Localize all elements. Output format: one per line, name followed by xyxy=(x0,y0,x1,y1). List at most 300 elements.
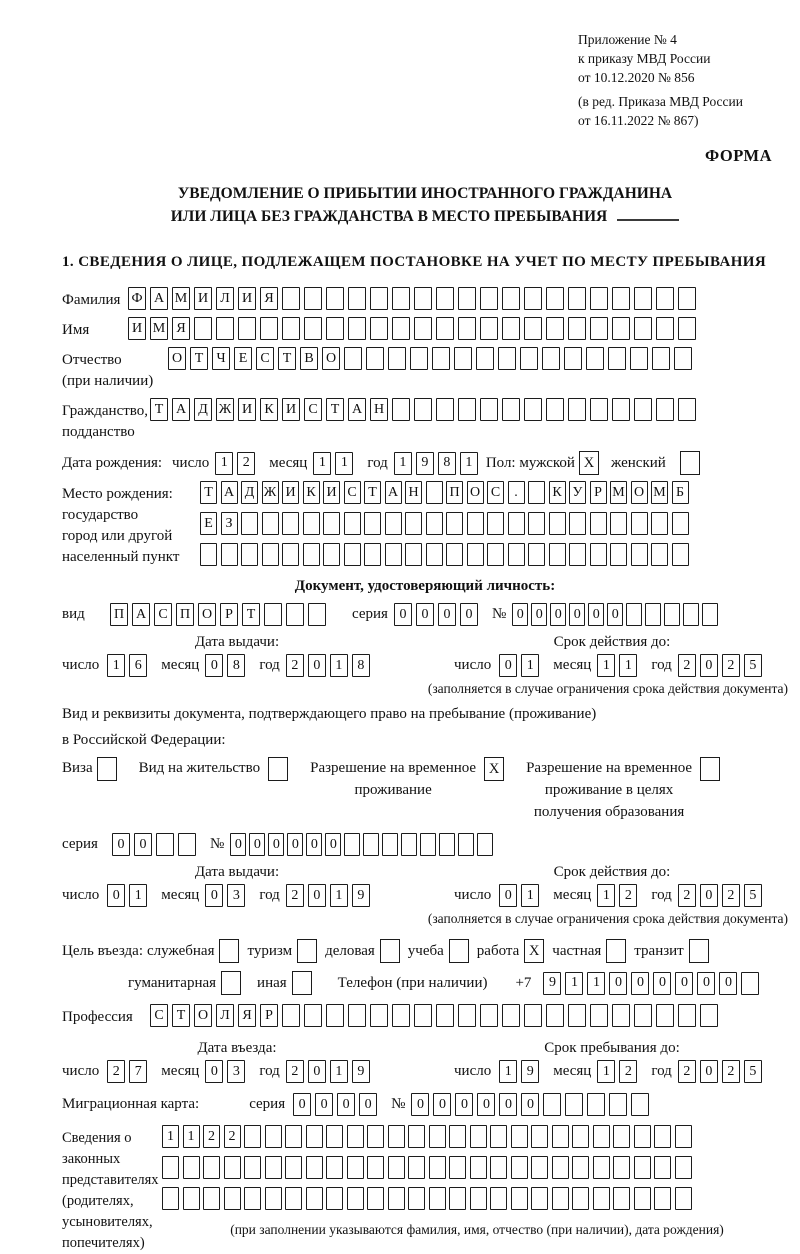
char-cell[interactable] xyxy=(508,543,525,566)
temp-residence-checkbox[interactable]: X xyxy=(484,757,504,781)
char-cell[interactable]: 1 xyxy=(521,884,539,907)
char-cell[interactable] xyxy=(446,512,463,535)
char-cell[interactable]: О xyxy=(198,603,216,626)
char-cell[interactable] xyxy=(414,1004,432,1027)
char-cell[interactable] xyxy=(200,543,217,566)
char-cell[interactable] xyxy=(392,287,410,310)
char-cell[interactable] xyxy=(282,512,299,535)
char-cell[interactable] xyxy=(654,1187,671,1210)
char-cell[interactable]: 0 xyxy=(308,884,326,907)
char-cell[interactable] xyxy=(511,1187,528,1210)
char-cell[interactable] xyxy=(531,1187,548,1210)
char-cell[interactable] xyxy=(546,1004,564,1027)
char-cell[interactable]: М xyxy=(651,481,668,504)
char-cell[interactable] xyxy=(498,347,516,370)
char-cell[interactable] xyxy=(370,317,388,340)
char-cell[interactable]: 0 xyxy=(499,884,517,907)
char-cell[interactable]: 7 xyxy=(129,1060,147,1083)
char-cell[interactable]: А xyxy=(385,481,402,504)
char-cell[interactable]: 2 xyxy=(237,452,255,475)
char-cell[interactable]: С xyxy=(150,1004,168,1027)
char-cell[interactable]: 1 xyxy=(460,452,478,475)
char-cell[interactable] xyxy=(285,1156,302,1179)
char-cell[interactable]: Б xyxy=(672,481,689,504)
char-cell[interactable] xyxy=(626,603,642,626)
char-cell[interactable]: 1 xyxy=(162,1125,179,1148)
char-cell[interactable]: 1 xyxy=(597,654,615,677)
char-cell[interactable]: 0 xyxy=(293,1093,311,1116)
char-cell[interactable] xyxy=(572,1187,589,1210)
char-cell[interactable]: Р xyxy=(590,481,607,504)
char-cell[interactable] xyxy=(675,1156,692,1179)
char-cell[interactable]: 9 xyxy=(352,884,370,907)
purpose-transit-checkbox[interactable] xyxy=(689,939,709,963)
char-cell[interactable]: 0 xyxy=(675,972,693,995)
char-cell[interactable]: 9 xyxy=(416,452,434,475)
char-cell[interactable]: И xyxy=(194,287,212,310)
char-cell[interactable] xyxy=(216,317,234,340)
char-cell[interactable] xyxy=(672,512,689,535)
char-cell[interactable] xyxy=(524,1004,542,1027)
char-cell[interactable]: 0 xyxy=(249,833,265,856)
char-cell[interactable] xyxy=(429,1156,446,1179)
char-cell[interactable] xyxy=(326,1187,343,1210)
char-cell[interactable]: 2 xyxy=(722,654,740,677)
char-cell[interactable] xyxy=(569,512,586,535)
char-cell[interactable] xyxy=(306,1156,323,1179)
char-cell[interactable] xyxy=(564,347,582,370)
char-cell[interactable]: 3 xyxy=(227,884,245,907)
char-cell[interactable] xyxy=(282,1004,300,1027)
char-cell[interactable] xyxy=(308,603,326,626)
char-cell[interactable] xyxy=(326,1125,343,1148)
char-cell[interactable] xyxy=(323,512,340,535)
char-cell[interactable]: 0 xyxy=(477,1093,495,1116)
char-cell[interactable] xyxy=(568,398,586,421)
char-cell[interactable]: 1 xyxy=(597,884,615,907)
char-cell[interactable] xyxy=(405,543,422,566)
char-cell[interactable]: 2 xyxy=(286,1060,304,1083)
char-cell[interactable]: О xyxy=(631,481,648,504)
char-cell[interactable]: А xyxy=(172,398,190,421)
char-cell[interactable] xyxy=(568,1004,586,1027)
char-cell[interactable] xyxy=(546,287,564,310)
char-cell[interactable]: П xyxy=(110,603,128,626)
char-cell[interactable]: К xyxy=(549,481,566,504)
char-cell[interactable]: 0 xyxy=(308,654,326,677)
char-cell[interactable]: Т xyxy=(190,347,208,370)
char-cell[interactable] xyxy=(631,512,648,535)
char-cell[interactable] xyxy=(569,543,586,566)
char-cell[interactable]: 0 xyxy=(697,972,715,995)
char-cell[interactable]: 2 xyxy=(224,1125,241,1148)
char-cell[interactable] xyxy=(347,1156,364,1179)
char-cell[interactable]: 0 xyxy=(287,833,303,856)
char-cell[interactable] xyxy=(265,1156,282,1179)
char-cell[interactable]: М xyxy=(150,317,168,340)
char-cell[interactable] xyxy=(651,512,668,535)
char-cell[interactable] xyxy=(426,543,443,566)
char-cell[interactable] xyxy=(304,1004,322,1027)
char-cell[interactable] xyxy=(344,543,361,566)
char-cell[interactable]: С xyxy=(487,481,504,504)
char-cell[interactable] xyxy=(675,1125,692,1148)
char-cell[interactable]: 8 xyxy=(352,654,370,677)
char-cell[interactable] xyxy=(470,1156,487,1179)
char-cell[interactable] xyxy=(634,1156,651,1179)
char-cell[interactable] xyxy=(490,1187,507,1210)
char-cell[interactable]: В xyxy=(300,347,318,370)
char-cell[interactable] xyxy=(454,347,472,370)
char-cell[interactable]: 8 xyxy=(438,452,456,475)
char-cell[interactable]: 0 xyxy=(315,1093,333,1116)
char-cell[interactable] xyxy=(449,1125,466,1148)
char-cell[interactable]: 2 xyxy=(203,1125,220,1148)
char-cell[interactable]: 0 xyxy=(700,654,718,677)
char-cell[interactable] xyxy=(593,1125,610,1148)
char-cell[interactable] xyxy=(542,347,560,370)
char-cell[interactable] xyxy=(656,287,674,310)
char-cell[interactable]: 1 xyxy=(335,452,353,475)
char-cell[interactable]: 0 xyxy=(700,1060,718,1083)
char-cell[interactable] xyxy=(590,1004,608,1027)
char-cell[interactable] xyxy=(477,833,493,856)
char-cell[interactable] xyxy=(480,1004,498,1027)
char-cell[interactable]: 0 xyxy=(550,603,566,626)
visa-checkbox[interactable] xyxy=(97,757,117,781)
purpose-other-checkbox[interactable] xyxy=(292,971,312,995)
char-cell[interactable] xyxy=(467,543,484,566)
char-cell[interactable] xyxy=(610,543,627,566)
char-cell[interactable]: О xyxy=(322,347,340,370)
char-cell[interactable]: 0 xyxy=(306,833,322,856)
char-cell[interactable] xyxy=(552,1156,569,1179)
char-cell[interactable] xyxy=(162,1187,179,1210)
char-cell[interactable]: 0 xyxy=(438,603,456,626)
char-cell[interactable]: А xyxy=(221,481,238,504)
char-cell[interactable] xyxy=(367,1187,384,1210)
char-cell[interactable]: 2 xyxy=(286,654,304,677)
char-cell[interactable] xyxy=(502,398,520,421)
char-cell[interactable]: 0 xyxy=(569,603,585,626)
char-cell[interactable] xyxy=(420,833,436,856)
char-cell[interactable] xyxy=(347,1187,364,1210)
char-cell[interactable] xyxy=(347,1125,364,1148)
char-cell[interactable] xyxy=(593,1187,610,1210)
char-cell[interactable]: М xyxy=(610,481,627,504)
char-cell[interactable]: 1 xyxy=(597,1060,615,1083)
char-cell[interactable]: 2 xyxy=(678,1060,696,1083)
char-cell[interactable] xyxy=(674,347,692,370)
char-cell[interactable] xyxy=(524,287,542,310)
char-cell[interactable]: 1 xyxy=(107,654,125,677)
char-cell[interactable] xyxy=(609,1093,627,1116)
char-cell[interactable]: Р xyxy=(220,603,238,626)
char-cell[interactable] xyxy=(590,287,608,310)
purpose-private-checkbox[interactable] xyxy=(606,939,626,963)
char-cell[interactable]: 0 xyxy=(631,972,649,995)
char-cell[interactable] xyxy=(401,833,417,856)
char-cell[interactable]: Е xyxy=(234,347,252,370)
char-cell[interactable] xyxy=(265,1125,282,1148)
char-cell[interactable] xyxy=(470,1187,487,1210)
char-cell[interactable]: 0 xyxy=(308,1060,326,1083)
char-cell[interactable]: Т xyxy=(364,481,381,504)
char-cell[interactable] xyxy=(656,317,674,340)
char-cell[interactable] xyxy=(656,1004,674,1027)
char-cell[interactable] xyxy=(326,1156,343,1179)
char-cell[interactable]: Д xyxy=(241,481,258,504)
char-cell[interactable] xyxy=(549,543,566,566)
char-cell[interactable] xyxy=(306,1125,323,1148)
char-cell[interactable] xyxy=(741,972,759,995)
char-cell[interactable] xyxy=(511,1156,528,1179)
char-cell[interactable]: Т xyxy=(326,398,344,421)
char-cell[interactable] xyxy=(429,1125,446,1148)
char-cell[interactable] xyxy=(348,287,366,310)
char-cell[interactable]: 2 xyxy=(107,1060,125,1083)
char-cell[interactable]: Т xyxy=(278,347,296,370)
char-cell[interactable] xyxy=(593,1156,610,1179)
char-cell[interactable] xyxy=(414,287,432,310)
char-cell[interactable]: 2 xyxy=(722,1060,740,1083)
char-cell[interactable]: А xyxy=(348,398,366,421)
char-cell[interactable] xyxy=(303,543,320,566)
char-cell[interactable] xyxy=(590,543,607,566)
char-cell[interactable]: 2 xyxy=(619,884,637,907)
char-cell[interactable]: 0 xyxy=(411,1093,429,1116)
char-cell[interactable] xyxy=(631,543,648,566)
char-cell[interactable]: 5 xyxy=(744,654,762,677)
char-cell[interactable] xyxy=(382,833,398,856)
char-cell[interactable]: 0 xyxy=(460,603,478,626)
char-cell[interactable] xyxy=(370,1004,388,1027)
char-cell[interactable] xyxy=(664,603,680,626)
char-cell[interactable]: О xyxy=(467,481,484,504)
char-cell[interactable] xyxy=(388,347,406,370)
char-cell[interactable] xyxy=(645,603,661,626)
char-cell[interactable] xyxy=(370,287,388,310)
char-cell[interactable] xyxy=(265,1187,282,1210)
char-cell[interactable] xyxy=(590,398,608,421)
char-cell[interactable]: О xyxy=(168,347,186,370)
char-cell[interactable]: 6 xyxy=(129,654,147,677)
char-cell[interactable] xyxy=(470,1125,487,1148)
char-cell[interactable] xyxy=(480,287,498,310)
char-cell[interactable] xyxy=(224,1156,241,1179)
char-cell[interactable] xyxy=(531,1156,548,1179)
char-cell[interactable] xyxy=(388,1187,405,1210)
char-cell[interactable] xyxy=(572,1156,589,1179)
char-cell[interactable] xyxy=(282,317,300,340)
char-cell[interactable]: 0 xyxy=(268,833,284,856)
char-cell[interactable]: 1 xyxy=(619,654,637,677)
char-cell[interactable]: И xyxy=(128,317,146,340)
char-cell[interactable] xyxy=(436,1004,454,1027)
char-cell[interactable] xyxy=(286,603,304,626)
char-cell[interactable] xyxy=(528,512,545,535)
char-cell[interactable] xyxy=(366,347,384,370)
char-cell[interactable] xyxy=(344,512,361,535)
char-cell[interactable] xyxy=(264,603,282,626)
char-cell[interactable]: 9 xyxy=(521,1060,539,1083)
char-cell[interactable] xyxy=(552,1187,569,1210)
char-cell[interactable] xyxy=(524,398,542,421)
char-cell[interactable]: Т xyxy=(200,481,217,504)
char-cell[interactable] xyxy=(702,603,718,626)
char-cell[interactable]: 0 xyxy=(433,1093,451,1116)
char-cell[interactable]: 3 xyxy=(227,1060,245,1083)
char-cell[interactable] xyxy=(344,833,360,856)
char-cell[interactable] xyxy=(392,317,410,340)
char-cell[interactable]: 0 xyxy=(531,603,547,626)
char-cell[interactable]: И xyxy=(282,481,299,504)
char-cell[interactable]: 1 xyxy=(129,884,147,907)
char-cell[interactable]: Л xyxy=(216,287,234,310)
purpose-business-checkbox[interactable] xyxy=(380,939,400,963)
char-cell[interactable] xyxy=(502,287,520,310)
char-cell[interactable] xyxy=(194,317,212,340)
char-cell[interactable] xyxy=(487,543,504,566)
char-cell[interactable] xyxy=(432,347,450,370)
char-cell[interactable]: Я xyxy=(260,287,278,310)
char-cell[interactable] xyxy=(348,317,366,340)
char-cell[interactable] xyxy=(426,481,443,504)
char-cell[interactable] xyxy=(634,1125,651,1148)
char-cell[interactable] xyxy=(408,1156,425,1179)
char-cell[interactable] xyxy=(608,347,626,370)
char-cell[interactable] xyxy=(458,833,474,856)
char-cell[interactable]: Н xyxy=(370,398,388,421)
char-cell[interactable]: 0 xyxy=(394,603,412,626)
char-cell[interactable] xyxy=(520,347,538,370)
char-cell[interactable] xyxy=(613,1125,630,1148)
char-cell[interactable]: И xyxy=(323,481,340,504)
char-cell[interactable]: П xyxy=(176,603,194,626)
char-cell[interactable] xyxy=(285,1187,302,1210)
char-cell[interactable] xyxy=(508,512,525,535)
char-cell[interactable] xyxy=(568,317,586,340)
char-cell[interactable] xyxy=(388,1125,405,1148)
char-cell[interactable] xyxy=(654,1156,671,1179)
char-cell[interactable] xyxy=(502,1004,520,1027)
char-cell[interactable] xyxy=(613,1187,630,1210)
char-cell[interactable] xyxy=(385,512,402,535)
char-cell[interactable]: 0 xyxy=(230,833,246,856)
char-cell[interactable] xyxy=(458,1004,476,1027)
char-cell[interactable]: С xyxy=(304,398,322,421)
char-cell[interactable]: 9 xyxy=(543,972,561,995)
char-cell[interactable]: 1 xyxy=(183,1125,200,1148)
char-cell[interactable] xyxy=(426,512,443,535)
char-cell[interactable] xyxy=(458,317,476,340)
char-cell[interactable] xyxy=(528,543,545,566)
char-cell[interactable]: 5 xyxy=(744,1060,762,1083)
char-cell[interactable] xyxy=(546,317,564,340)
char-cell[interactable] xyxy=(241,512,258,535)
char-cell[interactable] xyxy=(244,1125,261,1148)
char-cell[interactable] xyxy=(241,543,258,566)
char-cell[interactable] xyxy=(449,1156,466,1179)
residence-permit-checkbox[interactable] xyxy=(268,757,288,781)
char-cell[interactable]: Я xyxy=(238,1004,256,1027)
char-cell[interactable] xyxy=(304,317,322,340)
char-cell[interactable]: 1 xyxy=(215,452,233,475)
char-cell[interactable]: А xyxy=(132,603,150,626)
char-cell[interactable]: Н xyxy=(405,481,422,504)
char-cell[interactable]: 0 xyxy=(588,603,604,626)
char-cell[interactable]: У xyxy=(569,481,586,504)
char-cell[interactable]: 8 xyxy=(227,654,245,677)
char-cell[interactable] xyxy=(612,1004,630,1027)
char-cell[interactable]: М xyxy=(172,287,190,310)
char-cell[interactable]: Ж xyxy=(262,481,279,504)
char-cell[interactable] xyxy=(476,347,494,370)
char-cell[interactable] xyxy=(565,1093,583,1116)
char-cell[interactable]: 1 xyxy=(330,884,348,907)
sex-female-checkbox[interactable] xyxy=(680,451,700,475)
char-cell[interactable] xyxy=(408,1187,425,1210)
char-cell[interactable] xyxy=(524,317,542,340)
char-cell[interactable] xyxy=(323,543,340,566)
char-cell[interactable]: 0 xyxy=(112,833,130,856)
purpose-official-checkbox[interactable] xyxy=(219,939,239,963)
char-cell[interactable]: 0 xyxy=(205,654,223,677)
char-cell[interactable]: 0 xyxy=(205,884,223,907)
char-cell[interactable]: 0 xyxy=(325,833,341,856)
char-cell[interactable] xyxy=(654,1125,671,1148)
char-cell[interactable] xyxy=(344,347,362,370)
char-cell[interactable]: С xyxy=(154,603,172,626)
char-cell[interactable] xyxy=(367,1156,384,1179)
char-cell[interactable] xyxy=(410,347,428,370)
char-cell[interactable] xyxy=(490,1125,507,1148)
char-cell[interactable]: 1 xyxy=(587,972,605,995)
char-cell[interactable] xyxy=(364,512,381,535)
char-cell[interactable] xyxy=(303,512,320,535)
char-cell[interactable]: 0 xyxy=(607,603,623,626)
char-cell[interactable] xyxy=(436,287,454,310)
char-cell[interactable] xyxy=(590,317,608,340)
char-cell[interactable] xyxy=(652,347,670,370)
char-cell[interactable] xyxy=(572,1125,589,1148)
char-cell[interactable]: Ч xyxy=(212,347,230,370)
char-cell[interactable] xyxy=(203,1156,220,1179)
char-cell[interactable] xyxy=(675,1187,692,1210)
char-cell[interactable] xyxy=(449,1187,466,1210)
char-cell[interactable]: 1 xyxy=(394,452,412,475)
char-cell[interactable] xyxy=(244,1156,261,1179)
char-cell[interactable]: 0 xyxy=(205,1060,223,1083)
char-cell[interactable]: 5 xyxy=(744,884,762,907)
char-cell[interactable] xyxy=(586,347,604,370)
char-cell[interactable] xyxy=(587,1093,605,1116)
char-cell[interactable] xyxy=(326,317,344,340)
char-cell[interactable]: 0 xyxy=(700,884,718,907)
char-cell[interactable] xyxy=(221,543,238,566)
char-cell[interactable]: Е xyxy=(200,512,217,535)
char-cell[interactable] xyxy=(634,287,652,310)
char-cell[interactable]: 0 xyxy=(719,972,737,995)
char-cell[interactable] xyxy=(511,1125,528,1148)
char-cell[interactable] xyxy=(531,1125,548,1148)
char-cell[interactable] xyxy=(634,1004,652,1027)
char-cell[interactable]: 1 xyxy=(313,452,331,475)
char-cell[interactable] xyxy=(203,1187,220,1210)
char-cell[interactable]: Т xyxy=(172,1004,190,1027)
char-cell[interactable]: 0 xyxy=(521,1093,539,1116)
char-cell[interactable]: С xyxy=(344,481,361,504)
